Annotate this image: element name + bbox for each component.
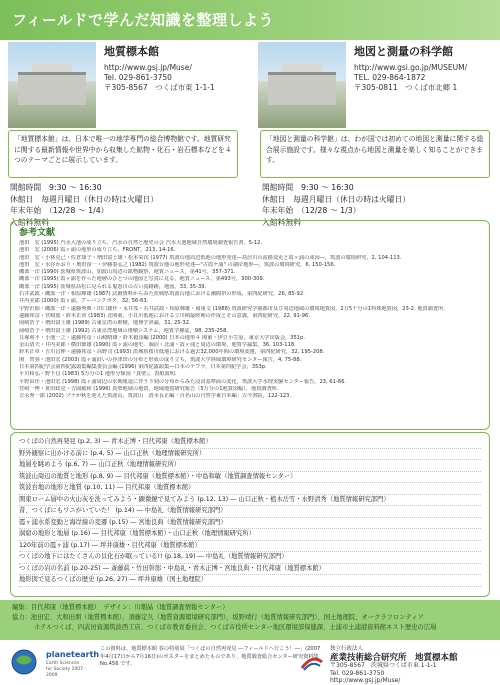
reference-item: 日本第四紀学会第四紀露頭集編集委員会編 (1996) 第四紀露頭集―日本のテフラ，日本第四紀学会，353p. [19,364,267,371]
footer [0,642,500,685]
museum-tel: Tel. 029-861-3750 [104,73,172,82]
planet-earth-name: planetearth [46,650,100,659]
planet-earth-logo [10,648,44,676]
series-list [19,437,481,587]
reference-item: 平川和弘・野下昌 (1983) 5万分の1 地形分類図『真壁』，表紙説明. [19,371,177,378]
series-item: 筑波台地の地形と地質 (p.10, 11) ― 目代邦康（地質標本館） [19,483,481,495]
hours-value: 9:30 〜 16:30 [300,183,354,192]
references-title: 参考文献 [19,228,56,238]
reference-item: 磯部一洋 (1995) 茨城県高松に見られる鬼怒川の古い流路跡，地図，33, 35-39. [19,283,207,290]
reference-item: 吉永秀一郎 (2002) プナが秋を迎えた筑波山，筑波山 清水長正編「百名山の自然学東日本編」古今書院，122-123. [19,393,292,400]
museum-card-gsj [8,42,248,128]
institution-address-line: 〒305-8567 茨城県つくば市東 1-1-1 [330,662,437,669]
series-item: つくばの自然再発見 (p.2, 3) ― 青木正博・目代邦康（地質標本館） [19,437,481,449]
series-item: 120年前の霞ヶ浦 (p.17) ― 坪井康雄・目代邦康（地質標本館） [19,541,481,553]
reference-item: 池田 宏・小林克己・佐倉康子・増田富士雄・松本栄次 (1977) 筑波台地周辺低地の地形発達―鳥居川の流路変更と霞ヶ浦の成因―，筑波の環境研究，2, 104-113. [19,254,402,261]
reference-item: 平野由佳・池田宏 (1998) 霞ヶ浦周辺の氷期後退に伴う下刻の分布からみた浸食基準面の変化，筑波大学水理実験センター報告，23, 61-66. [19,378,347,385]
reference-item: 貝塚爽平・小池一之・遠藤邦彦・山崎晴雄・鈴木毅彦編 (2000) 日本の地形４ 関東・伊豆小笠原，東京大学出版会，351p. [19,334,306,341]
museum-photo [258,42,346,128]
reference-item: 鈴木正章・吉川昌伸・遠藤邦彦・高野司 (1993) 茨城県桜川低地における過去32,000年間の環境変遷，第四紀研究，32, 195-208. [19,349,325,356]
planet-earth-subtitle: Earth Sciences for Society 2007-2009 [46,661,85,678]
editorial-credits [0,600,500,640]
reference-item: 遠藤邦彦・宮崎篤・鈴木正章 (1983) 北関東，小貝川低地における立川期最終期の作成とその意義，第四紀研究，22, 91-96. [19,312,310,319]
museum-tel: TEL. 029-864-1872 [354,73,426,82]
closed-label: 休館日 [10,194,34,204]
reference-item: 宮崎一博・笹田政克・吉岡敏和 (1996) 真壁地域の地質，地域地質研究報告（5万分の1地質図幅），地質調査所. [19,385,279,392]
museum-description: 「地図と測量の科学館」は、わが国では初めての地図と測量に関する総合展示施設です。様々な視点から地図と測量を楽しく知ることができます。 [260,130,490,178]
reference-item: 関 智弥・池田宏 (2003) 霞ヶ浦沿いの谷津田の分布と形成の成り立ち，筑波大学陸域環境研究センター報告，4, 75-88. [19,356,302,363]
references-list [19,240,481,401]
hours-value: 9:30 〜 16:30 [48,183,102,192]
museum-info [104,42,249,93]
reference-item: 石井武政・磯部一洋・相原輝雄 (1987) 試錐資料からみた茨城県筑波台地における潮間帯の形成，第四紀研究，26, 85-92. [19,291,305,298]
series-item: 筑波山周辺の地質と地形 (p.8, 9) ― 目代邦康（地質標本館）・中島和敏（地質調査情報センター） [19,472,481,484]
institution-tel: Tel. 029-861-3750 [330,669,385,677]
references-box [10,220,490,430]
holiday-label: 年末年始 [10,206,42,215]
fee: 入館料無料 [10,217,49,227]
series-list-box [10,432,490,597]
hours-label: 開館時間 [262,183,294,192]
reference-item: 池田 宏 (1995) 汽水大池の成り立ち，汽水の自然と歴史の会 汽水大池地域自然環境調査報告書，5-12. [19,240,263,246]
institution-url[interactable]: http://www.gsj.jp/Muse/ [330,677,401,684]
reference-item: 池田 宏・水谷かおり・奥田淳一・伊藤泰弘之 (1982) 筑波台地の地形発達―"古霞ケ浦" の湖岸地形―，筑波の環境研究，6, 150-156. [19,261,336,268]
series-item: 地層を眺めよう (p.6, 7) ― 山口正秋（地理情報研究所） [19,460,481,472]
museum-name: 地質標本館 [104,45,159,58]
series-item: 洞窟の地形と地層 (p.16) ― 目代邦康（地質標本館）・山口正秋（地理情報研究所） [19,529,481,541]
institution-type: 独立行政法人 [330,646,364,652]
reference-item: 磯部一洋 (1990) 茨城県筑波山，加波山周辺の鉱物観察，地質ニュース，第41号，357-371. [19,269,236,276]
series-item: 関東ローム層中の火山灰を洗ってみよう・顕微鏡で見てみよう (p.12, 13) ― 山口正秋・植木岳雪・水野清秀（地質情報研究部門） [19,495,481,507]
footer-note: この資料は、地質標本館 春の特別展「つくばの自然再発見 ―フィールドへ行こう！―」(2007年4月17日から7月16日)のポスターをまとめたものであり、地質調査総合センター研究資料集 No.456 です。 [100,646,321,667]
holiday-value: （12/28 〜 1/4） [48,206,109,215]
fee: 入館料無料 [262,217,301,227]
museum-name: 地図と測量の科学館 [354,45,453,58]
series-item: つくばの岩の名前 (p.20-25) ― 斎藤眞・竹田幹郎・中島礼・青木正博・宮地良典・目代邦康（地質標本館） [19,564,481,576]
reference-item: 磯部一洋 (1995) 霞ヶ浦を作った地層のひとつの地図と写真に見る，地質ニュース，第493号，300-309. [19,276,265,283]
reference-item: 池田 宏 (2006) 霞ヶ浦の地形の成り立ち，FRONT，213, 14-16. [19,247,176,254]
editorial-line: 協力：池田宏、大和田朋（地質標本館）、須藤定久（地質資源環境研究部門）、坂野靖行（地質情報研究部門）、国土地理院、オークラフロンティア [12,614,424,621]
closed-value: 毎週月曜日（休日の時は火曜日） [41,194,159,204]
series-item: 霞ヶ浦水系変動と海岸線の変遷 (p.15) ― 宮地良典（地質情報研究部門） [19,518,481,530]
reference-item: 宇野沢昭・磯部一洋・遠藤秀典・田口雄作・永井茂・石井武政・相原輝雄・岡重文 (1988) 筑波研究学園都市及び周辺地域の環境地質図，2万5千分の1特殊地質図，23-2. 地質調査所. [19,305,445,312]
museum-address: 〒305-8567 つくば市東 1-1-1 [104,83,215,92]
header-banner [0,0,500,40]
series-item: 野外観察に出かける前に (p.4, 5) ― 山口正秋（地理情報研究所） [19,449,481,461]
closed-value: 毎週月曜日（休日の時は火曜日） [293,194,411,204]
series-item: つくばの地下にはたくさんの貝化石が眠っている!! (p.18, 19) ― 中島礼（地質情報研究部門） [19,552,481,564]
museum-url[interactable]: http://www.gsj.jp/Muse/ [104,63,192,72]
museum-info [354,42,499,93]
institution-address [330,662,437,677]
museum-address: 〒305-0811 つくば市北郷 1 [354,83,458,92]
reference-item: 岡崎浩子・増田富士雄 (1989) 古東京湾の堆積，地理学評論，31, 25-32. [19,320,191,327]
reference-item: 岡崎浩子・増田富士雄 (1992) 古東京湾地域の堆積システム，地質学雑誌，98, 235-258. [19,327,229,334]
museum-url[interactable]: http://www.gsi.go.jp/MUSEUM/ [354,63,468,72]
museum-description: 「地質標本館」は、日本で唯一の地学専門の総合博物館です。地質研究に関する最新情報や世界中から収集した鉱物・化石・岩石標本などを４つのテーマごとに展示しています。 [8,130,238,178]
holiday-label: 年末年始 [262,206,294,215]
editorial-line: ホテルつくば、四武田資源筑波西工店、つくば市教育委員会、つくば市役所センター地区環境部保健課、土浦市土浦港資料館ネスト歴史の広場 [34,624,437,631]
museum-card-gsi [258,42,498,128]
institution-name: 産業技術総合研究所 地質標本館 [330,653,458,663]
closed-label: 休館日 [262,194,286,204]
page-title: フィールドで学んだ知識を整理しよう [12,11,275,29]
hours-label: 開館時間 [10,183,42,192]
reference-item: 井内美郎 (2000) 霞ヶ浦，アーバンクボタ，32, 56-63. [19,298,149,305]
holiday-value: （12/28 〜 1/3） [300,206,361,215]
museum-photo [8,42,96,128]
series-item: 地形図で見るつくばの歴史 (p.26, 27) ― 坪井康雄（国土地理院） [19,575,481,587]
reference-item: 金山清夫・井内美郎・横田節雄 (1990) 霞ヶ浦の地史．涸沼・北浦・霞ヶ浦と周辺の環境，地質学論集，36, 103-118. [19,342,296,349]
series-item: 昔、つくばにもワニがいていた！ (p.14) ― 中島礼（地質情報研究部門） [19,506,481,518]
editorial-line: 編集：目代邦康（地質標本館） デザイン：川畑晶（地質調査情報センター） [12,604,229,611]
aist-logo [300,652,324,672]
